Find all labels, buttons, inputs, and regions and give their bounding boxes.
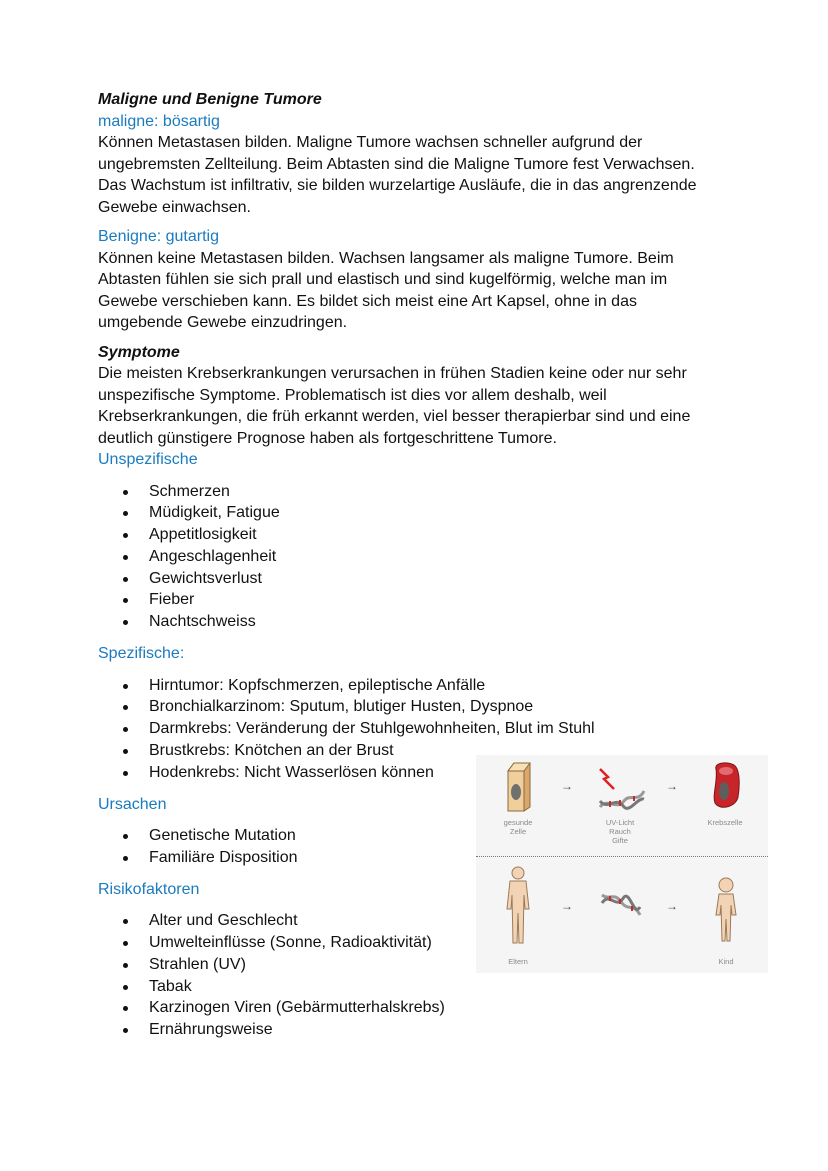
dna-icon — [600, 889, 642, 921]
child-label: Kind — [718, 957, 734, 966]
paragraph-symptome — [98, 363, 738, 449]
list-item: Strahlen (UV) — [98, 954, 738, 976]
heading-maligne: maligne: bösartig — [98, 112, 220, 130]
text-line: Krebserkrankungen, die früh erkannt werden, viel besser therapierbar sind und eine — [98, 408, 691, 425]
title-maligne-benigne: Maligne und Benigne Tumore — [98, 91, 322, 108]
heading-benigne: Benigne: gutartig — [98, 228, 219, 245]
text-line: deutlich günstigere Prognose haben als fortgeschrittene Tumore. — [98, 429, 557, 447]
uv-dna-icon — [596, 767, 646, 815]
text-line: Abtasten fühlen sie sich prall und elastisch und sind kugelförmig, welche man im — [98, 271, 668, 288]
arrow-icon: → — [666, 779, 678, 793]
list-item: Alter und Geschlecht — [98, 910, 738, 932]
list-item: Gewichtsverlust — [98, 568, 738, 590]
text-line: Das Wachstum ist infiltrativ, sie bilden wurzelartige Ausläufe, die in das angrenzende — [98, 177, 697, 194]
list-item: Fieber — [98, 589, 738, 611]
uv-label: UV-Licht Rauch Gifte — [605, 818, 635, 845]
list-item: Darmkrebs: Veränderung der Stuhlgewohnheiten, Blut im Stuhl — [98, 718, 738, 740]
cancer-cell-icon — [710, 761, 742, 811]
paragraph-benigne — [98, 248, 738, 334]
healthy-cell-label: gesunde Zelle — [503, 818, 533, 836]
list-item: Tabak — [98, 976, 738, 998]
arrow-icon: → — [561, 779, 573, 793]
text-line: Können Metastasen bilden. Maligne Tumore wachsen schneller aufgrund der — [98, 134, 643, 151]
list-item: Appetitlosigkeit — [98, 524, 738, 546]
list-item: Karzinogen Viren (Gebärmutterhalskrebs) — [98, 997, 738, 1019]
heading-unspezifische: Unspezifische — [98, 451, 198, 468]
text-line: umgebende Gewebe einzudringen. — [98, 314, 348, 331]
healthy-cell-icon — [502, 761, 534, 813]
cancer-cell-label: Krebszelle — [707, 818, 743, 827]
heading-ursachen: Ursachen — [98, 795, 167, 813]
text-line: Gewebe verschieben kann. Es bildet sich meist eine Art Kapsel, ohne in das — [98, 292, 637, 310]
child-figure-icon — [710, 877, 742, 943]
list-item: Angeschlagenheit — [98, 546, 738, 568]
list-item: Familiäre Disposition — [98, 847, 738, 869]
list-item: Ernährungsweise — [98, 1019, 738, 1041]
list-item: Bronchialkarzinom: Sputum, blutiger Husten, Dyspnoe — [98, 696, 738, 718]
title-symptome: Symptome — [98, 343, 180, 361]
list-item: Hodenkrebs: Nicht Wasserlösen können — [98, 762, 738, 784]
list-item: Brustkrebs: Knötchen an der Brust — [98, 740, 738, 762]
list-item: Nachtschweiss — [98, 611, 738, 633]
arrow-icon: → — [666, 899, 678, 913]
list-item: Müdigkeit, Fatigue — [98, 502, 738, 524]
arrow-icon: → — [561, 899, 573, 913]
list-item: Genetische Mutation — [98, 825, 738, 847]
figure-divider — [476, 856, 768, 857]
text-line: unspezifische Symptome. Problematisch ist dies vor allem deshalb, weil — [98, 386, 607, 404]
list-item: Umwelteinflüsse (Sonne, Radioaktivität) — [98, 932, 738, 954]
text-line: ungebremsten Zellteilung. Beim Abtasten sind die Maligne Tumore fest Verwachsen. — [98, 155, 695, 173]
list-item: Hirntumor: Kopfschmerzen, epileptische Anfälle — [98, 675, 738, 697]
cancer-origin-figure — [476, 755, 768, 973]
heading-risikofaktoren: Risikofaktoren — [98, 880, 200, 898]
paragraph-maligne — [98, 132, 738, 218]
text-line: Gewebe einwachsen. — [98, 198, 251, 216]
text-line: Können keine Metastasen bilden. Wachsen langsamer als maligne Tumore. Beim — [98, 249, 674, 267]
parents-label: Eltern — [508, 957, 528, 966]
heading-spezifische: Spezifische: — [98, 645, 185, 663]
list-item: Schmerzen — [98, 481, 738, 503]
text-line: Die meisten Krebserkrankungen verursachen in frühen Stadien keine oder nur sehr — [98, 365, 687, 382]
adult-figure-icon — [498, 865, 538, 945]
list-unspezifische — [98, 481, 738, 634]
